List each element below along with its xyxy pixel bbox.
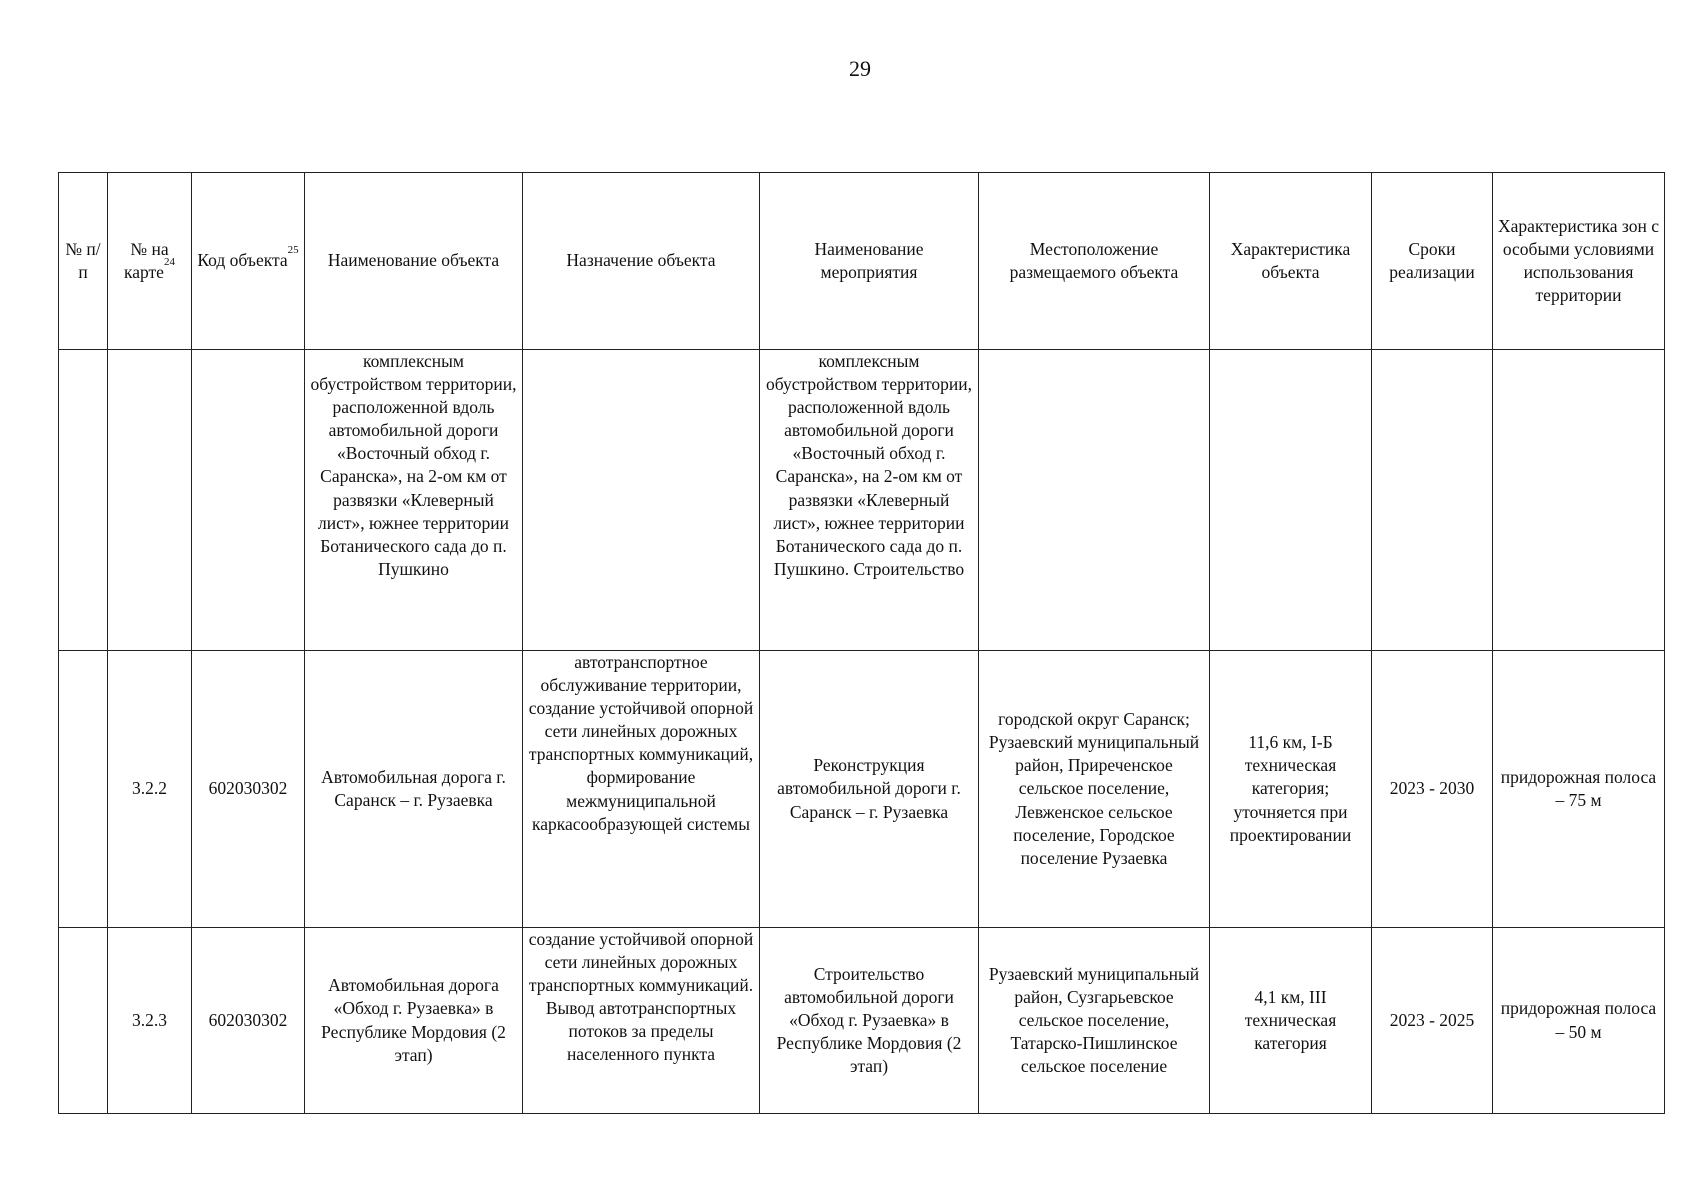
cell-map-no (108, 350, 192, 651)
cell-name: Автомобильная дорога г. Саранск – г. Рузаевка (305, 651, 523, 928)
header-term: Сроки реализации (1372, 173, 1493, 350)
cell-name: комплексным обустройством территории, расположенной вдоль автомобильной дороги «Восточный обход г. Саранска», на 2-ом км от развязки «Клеверный лист», южнее территории Ботанического сада до п. Пушкино (305, 350, 523, 651)
header-code: Код объекта$^{25}$ (192, 173, 305, 350)
header-zones: Характеристика зон с особыми условиями использования территории (1493, 173, 1665, 350)
footnote-25: 25 (287, 244, 299, 257)
cell-map-no: 3.2.3 (108, 928, 192, 1114)
cell-code: 602030302 (192, 651, 305, 928)
cell-num (59, 651, 108, 928)
cell-location: Рузаевский муниципальный район, Сузгарьевское сельское поселение, Татарско-Пишлинское сельское поселение (979, 928, 1210, 1114)
header-measure: Наименование мероприятия (760, 173, 979, 350)
header-num: № п/п (59, 173, 108, 350)
cell-term (1372, 350, 1493, 651)
cell-purpose (523, 350, 760, 651)
header-location: Местоположение размещаемого объекта (979, 173, 1210, 350)
header-purpose: Назначение объекта (523, 173, 760, 350)
cell-location: городской округ Саранск; Рузаевский муниципальный район, Приреченское сельское поселение, Левженское сельское поселение, Городское поселение Рузаевка (979, 651, 1210, 928)
cell-measure: комплексным обустройством территории, расположенной вдоль автомобильной дороги «Восточный обход г. Саранска», на 2-ом км от развязки «Клеверный лист», южнее территории Ботанического сада до п. Пушкино. Строительство (760, 350, 979, 651)
cell-code (192, 350, 305, 651)
cell-zones (1493, 350, 1665, 651)
cell-num (59, 928, 108, 1114)
header-map-no: № на карте$^{24}$ (108, 173, 192, 350)
cell-measure: Реконструкция автомобильной дороги г. Саранск – г. Рузаевка (760, 651, 979, 928)
cell-num (59, 350, 108, 651)
header-row (59, 173, 1665, 350)
cell-zones: придорожная полоса – 50 м (1493, 928, 1665, 1114)
table-row (59, 928, 1665, 1114)
cell-measure: Строительство автомобильной дороги «Обход г. Рузаевка» в Республике Мордовия (2 этап) (760, 928, 979, 1114)
header-name: Наименование объекта (305, 173, 523, 350)
cell-characteristic (1210, 350, 1372, 651)
cell-purpose: автотранспортное обслуживание территории, создание устойчивой опорной сети линейных дорожных транспортных коммуникаций, формирование межмуниципальной каркасообразующей системы (523, 651, 760, 928)
header-characteristic: Характеристика объекта (1210, 173, 1372, 350)
cell-characteristic: 4,1 км, III техническая категория (1210, 928, 1372, 1114)
table-row (59, 350, 1665, 651)
cell-zones: придорожная полоса – 75 м (1493, 651, 1665, 928)
cell-map-no: 3.2.2 (108, 651, 192, 928)
objects-table (58, 172, 1665, 1114)
cell-location (979, 350, 1210, 651)
footnote-24: 24 (163, 256, 175, 268)
cell-term: 2023 - 2030 (1372, 651, 1493, 928)
cell-name: Автомобильная дорога «Обход г. Рузаевка» в Республике Мордовия (2 этап) (305, 928, 523, 1114)
cell-code: 602030302 (192, 928, 305, 1114)
cell-term: 2023 - 2025 (1372, 928, 1493, 1114)
cell-purpose: создание устойчивой опорной сети линейных дорожных транспортных коммуникаций. Вывод автотранспортных потоков за пределы населенного пункта (523, 928, 760, 1114)
cell-characteristic: 11,6 км, I-Б техническая категория; уточняется при проектировании (1210, 651, 1372, 928)
table-row (59, 651, 1665, 928)
page-number: 29 (849, 56, 871, 81)
